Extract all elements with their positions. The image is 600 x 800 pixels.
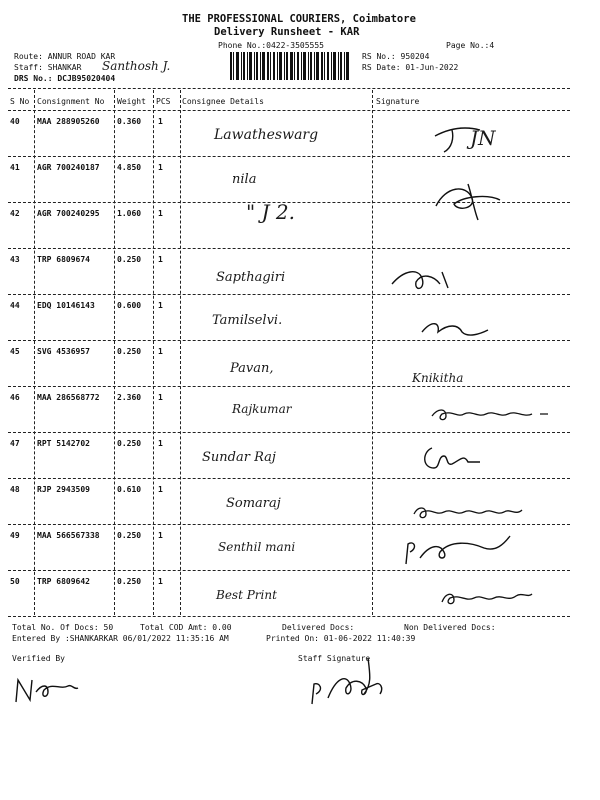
row-consignee-handwritten: Tamilselvi. <box>212 313 283 328</box>
signature-mark <box>400 530 520 570</box>
row-sno: 46 <box>10 393 20 402</box>
col-separator <box>153 90 154 615</box>
row-pcs: 1 <box>158 393 163 402</box>
signature-mark <box>430 118 490 158</box>
row-sno: 49 <box>10 531 20 540</box>
row-pcs: 1 <box>158 531 163 540</box>
total-docs: Total No. Of Docs: 50 <box>12 623 114 632</box>
staff-signature-label: Staff Signature <box>298 654 371 663</box>
row-consignment: SVG 4536957 <box>37 347 90 356</box>
row-weight: 0.250 <box>117 439 142 448</box>
row-consignment: RPT 5142702 <box>37 439 90 448</box>
col-pcs: PCS <box>156 97 171 106</box>
rs-date: RS Date: 01-Jun-2022 <box>362 63 459 72</box>
row-consignee-handwritten: Sundar Raj <box>202 450 276 465</box>
route: Route: ANNUR ROAD KAR <box>14 52 116 61</box>
row-consignee-handwritten: " J 2. <box>246 200 296 224</box>
row-consignee-handwritten: Pavan, <box>230 361 274 376</box>
drs-number: DRS No.: DCJB95020404 <box>14 74 116 83</box>
row-sno: 50 <box>10 577 20 586</box>
row-sno: 40 <box>10 117 20 126</box>
col-sno: S No <box>10 97 30 106</box>
row-weight: 4.850 <box>117 163 142 172</box>
row-divider <box>8 294 570 295</box>
row-divider <box>8 616 570 617</box>
row-consignee-handwritten: Rajkumar <box>232 402 292 416</box>
row-divider <box>8 248 570 249</box>
col-signature: Signature <box>376 97 420 106</box>
row-divider <box>8 478 570 479</box>
row-weight: 0.250 <box>117 531 142 540</box>
row-weight: 0.600 <box>117 301 142 310</box>
col-separator <box>180 90 181 615</box>
row-consignee-handwritten: Senthil mani <box>218 540 296 554</box>
row-divider <box>8 156 570 157</box>
row-consignment: AGR 700240295 <box>37 209 100 218</box>
signature-mark <box>438 586 538 610</box>
col-consignee: Consignee Details <box>182 97 264 106</box>
row-pcs: 1 <box>158 485 163 494</box>
signature-mark <box>388 262 468 296</box>
row-pcs: 1 <box>158 301 163 310</box>
row-pcs: 1 <box>158 577 163 586</box>
row-pcs: 1 <box>158 347 163 356</box>
entered-by: Entered By :SHANKARKAR 06/01/2022 11:35:16 AM <box>12 634 229 643</box>
row-consignee-handwritten: nila <box>232 172 257 187</box>
row-divider <box>8 386 570 387</box>
row-sno: 42 <box>10 209 20 218</box>
row-consignment: MAA 288905260 <box>37 117 100 126</box>
row-weight: 0.610 <box>117 485 142 494</box>
barcode <box>230 52 350 80</box>
row-pcs: 1 <box>158 255 163 264</box>
staff: Staff: SHANKAR <box>14 63 82 72</box>
row-sno: 44 <box>10 301 20 310</box>
staff-signature <box>306 654 396 714</box>
row-consignment: RJP 2943509 <box>37 485 90 494</box>
col-consignment: Consignment No <box>37 97 105 106</box>
page-number: Page No.:4 <box>446 41 495 50</box>
phone-number: Phone No.:0422-3505555 <box>218 41 324 50</box>
row-sno: 41 <box>10 163 20 172</box>
row-consignee-handwritten: Best Print <box>216 588 277 602</box>
row-sno: 47 <box>10 439 20 448</box>
row-consignment: EDQ 10146143 <box>37 301 95 310</box>
row-weight: 0.250 <box>117 347 142 356</box>
row-weight: 0.250 <box>117 255 142 264</box>
row-sno: 43 <box>10 255 20 264</box>
row-sno: 45 <box>10 347 20 356</box>
signature-mark <box>418 314 498 342</box>
row-divider <box>8 340 570 341</box>
col-separator <box>34 90 35 615</box>
row-weight: 2.360 <box>117 393 142 402</box>
col-separator <box>114 90 115 615</box>
non-delivered-docs: Non Delivered Docs: <box>404 623 496 632</box>
verifier-signature <box>12 672 82 708</box>
runsheet-title: Delivery Runsheet - KAR <box>214 26 360 38</box>
row-divider <box>8 432 570 433</box>
signature-mark <box>428 176 508 226</box>
company-title: THE PROFESSIONAL COURIERS, Coimbatore <box>182 13 416 25</box>
row-consignment: TRP 6809642 <box>37 577 90 586</box>
row-consignment: AGR 700240187 <box>37 163 100 172</box>
row-consignee-handwritten: Sapthagiri <box>216 270 286 285</box>
row-consignment: MAA 286568772 <box>37 393 100 402</box>
total-cod: Total COD Amt: 0.00 <box>140 623 232 632</box>
row-divider <box>8 570 570 571</box>
signature-mark <box>428 402 558 426</box>
signature-mark <box>410 500 530 524</box>
row-weight: 1.060 <box>117 209 142 218</box>
row-consignment: MAA 566567338 <box>37 531 100 540</box>
delivered-docs: Delivered Docs: <box>282 623 355 632</box>
row-consignment: TRP 6809674 <box>37 255 90 264</box>
row-signature-handwritten: Knikitha <box>412 371 464 385</box>
signature-mark <box>418 444 488 474</box>
row-divider <box>8 524 570 525</box>
col-separator <box>372 90 373 615</box>
header-bottom-rule <box>8 110 570 111</box>
row-pcs: 1 <box>158 209 163 218</box>
row-sno: 48 <box>10 485 20 494</box>
col-weight: Weight <box>117 97 146 106</box>
row-consignee-handwritten: Lawatheswarg <box>214 127 319 143</box>
printed-on: Printed On: 01-06-2022 11:40:39 <box>266 634 416 643</box>
row-weight: 0.360 <box>117 117 142 126</box>
header-top-rule <box>8 88 570 89</box>
row-pcs: 1 <box>158 117 163 126</box>
row-signature-handwritten: JN <box>470 126 496 150</box>
row-weight: 0.250 <box>117 577 142 586</box>
verified-by-label: Verified By <box>12 654 65 663</box>
row-pcs: 1 <box>158 439 163 448</box>
row-consignee-handwritten: Somaraj <box>226 496 281 511</box>
staff-handwritten-name: Santhosh J. <box>102 59 171 73</box>
row-pcs: 1 <box>158 163 163 172</box>
rs-number: RS No.: 950204 <box>362 52 430 61</box>
